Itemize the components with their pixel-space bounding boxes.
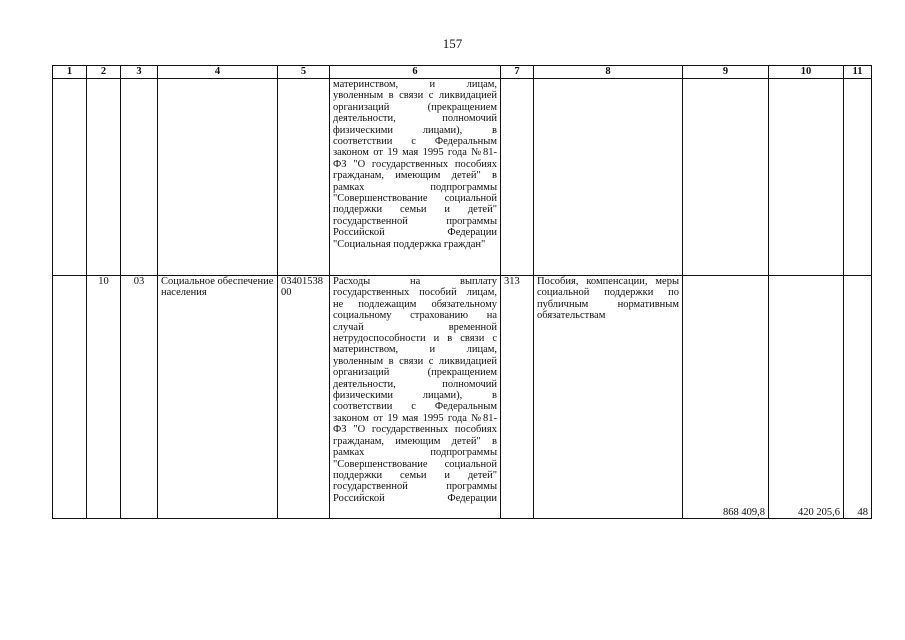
column-header: 8 xyxy=(534,66,683,79)
description-line: "Совершенствование социальной xyxy=(333,458,497,470)
description-line: гражданам, имеющим детей" в xyxy=(333,170,497,182)
description-line: поддержки семьи и детей" xyxy=(333,204,497,216)
column-header: 11 xyxy=(844,66,872,79)
cell-c5 xyxy=(278,79,330,276)
cell-c2 xyxy=(87,79,121,276)
description-line: материнством, и лицам, xyxy=(333,344,497,356)
description-line: государственной программы xyxy=(333,481,497,493)
column-header: 10 xyxy=(769,66,844,79)
description-line: Российской Федерации xyxy=(333,227,497,239)
column-header: 9 xyxy=(683,66,769,79)
cell-expense-type: 313 xyxy=(501,276,534,519)
description-line: законом от 19 мая 1995 года №81- xyxy=(333,412,497,424)
column-header: 3 xyxy=(121,66,158,79)
cell-target-code: 0340153800 xyxy=(278,276,330,519)
cell-amount: 868 409,8 xyxy=(683,276,769,519)
cell-c1 xyxy=(53,276,87,519)
column-header: 6 xyxy=(330,66,501,79)
description-line: гражданам, имеющим детей" в xyxy=(333,435,497,447)
description-line: соответствии с Федеральным xyxy=(333,136,497,148)
description-line: уволенным в связи с ликвидацией xyxy=(333,90,497,102)
cell-expense-type-name: Пособия, компенсации, меры социальной поддержки по публичным нормативным обязательствам xyxy=(534,276,683,519)
table-header-row xyxy=(53,66,872,79)
description-line: нетрудоспособности и в связи с xyxy=(333,333,497,345)
column-header: 5 xyxy=(278,66,330,79)
cell-c9 xyxy=(683,79,769,276)
description-line: государственных пособий лицам, xyxy=(333,287,497,299)
description-line: случай временной xyxy=(333,321,497,333)
description-line: "Совершенствование социальной xyxy=(333,193,497,205)
column-header: 7 xyxy=(501,66,534,79)
table-row xyxy=(53,276,872,519)
description-line: организаций (прекращением xyxy=(333,367,497,379)
description-line: материнством, и лицам, xyxy=(333,79,497,90)
cell-description xyxy=(330,276,501,519)
cell-c7 xyxy=(501,79,534,276)
description-line: социальному страхованию на xyxy=(333,310,497,322)
cell-subsection: 03 xyxy=(121,276,158,519)
description-line: государственной программы xyxy=(333,215,497,227)
cell-c4 xyxy=(158,79,278,276)
cell-c8 xyxy=(534,79,683,276)
description-line: ФЗ "О государственных пособиях xyxy=(333,424,497,436)
cell-c10 xyxy=(769,79,844,276)
description-line: физическими лицами), в xyxy=(333,124,497,136)
description-line: соответствии с Федеральным xyxy=(333,401,497,413)
description-line: не подлежащим обязательному xyxy=(333,298,497,310)
description-line: уволенным в связи с ликвидацией xyxy=(333,355,497,367)
description-line: деятельности, полномочий xyxy=(333,113,497,125)
cell-section-name: Социальное обеспечение населения xyxy=(158,276,278,519)
description-line: рамках подпрограммы xyxy=(333,447,497,459)
column-header: 1 xyxy=(53,66,87,79)
cell-c3 xyxy=(121,79,158,276)
description-line: Российской Федерации xyxy=(333,492,497,504)
cell-percent: 48 xyxy=(844,276,872,519)
description-line: физическими лицами), в xyxy=(333,390,497,402)
cell-c11 xyxy=(844,79,872,276)
cell-section: 10 xyxy=(87,276,121,519)
description-line: рамках подпрограммы xyxy=(333,181,497,193)
description-line: законом от 19 мая 1995 года №81- xyxy=(333,147,497,159)
cell-description xyxy=(330,79,501,276)
cell-c1 xyxy=(53,79,87,276)
description-line: ФЗ "О государственных пособиях xyxy=(333,158,497,170)
description-line: Расходы на выплату xyxy=(333,276,497,287)
description-line: поддержки семьи и детей" xyxy=(333,469,497,481)
column-header: 2 xyxy=(87,66,121,79)
cell-amount: 420 205,6 xyxy=(769,276,844,519)
page-number: 157 xyxy=(442,36,463,51)
column-header: 4 xyxy=(158,66,278,79)
table-row xyxy=(53,79,872,276)
description-line: "Социальная поддержка граждан" xyxy=(333,238,486,250)
description-line: деятельности, полномочий xyxy=(333,378,497,390)
budget-table xyxy=(52,65,872,519)
description-line: организаций (прекращением xyxy=(333,101,497,113)
